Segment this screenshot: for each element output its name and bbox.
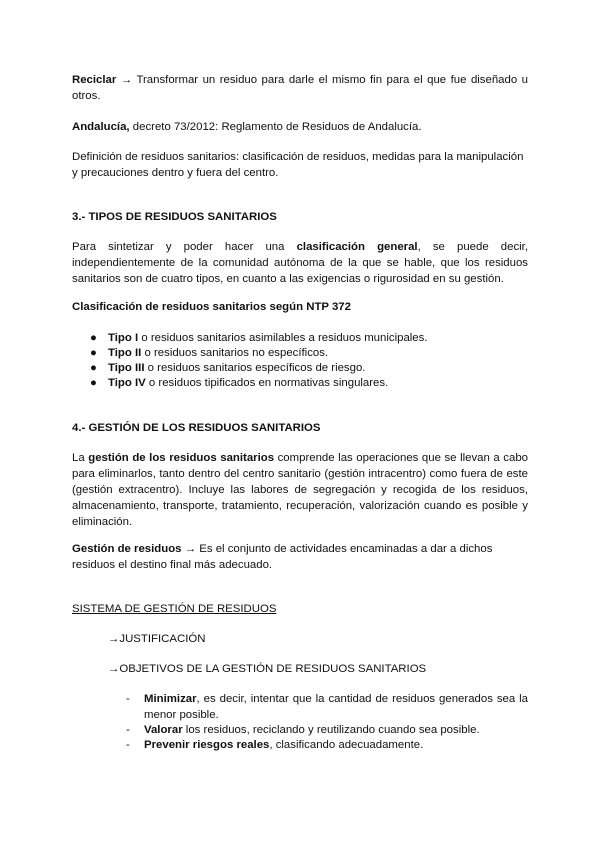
type-text: o residuos tipificados en normativas singulares.: [145, 377, 389, 389]
item-label: Valorar: [144, 724, 183, 736]
type-label: Tipo III: [108, 362, 145, 374]
type-text: o residuos sanitarios no específicos.: [141, 347, 329, 359]
type-label: Tipo II: [108, 347, 142, 359]
sistema-heading: SISTEMA DE GESTIÓN DE RESIDUOS: [72, 603, 277, 615]
arrow-glyph: →: [184, 543, 197, 555]
bullet-icon: ●: [90, 377, 97, 389]
andalucia-text: decreto 73/2012: Reglamento de Residuos de Andalucía.: [132, 121, 422, 133]
section-4-bold: gestión de los residuos sanitarios: [88, 452, 275, 464]
gestion-paragraph: [72, 541, 528, 573]
section-3-heading: 3.- TIPOS DE RESIDUOS SANITARIOS: [72, 211, 277, 223]
type-label: Tipo IV: [108, 377, 146, 389]
section-3-bold: clasificación general: [296, 241, 418, 253]
bullet-icon: ●: [90, 362, 97, 374]
item-text: los residuos, reciclando y reutilizando cuando sea posible.: [182, 724, 480, 736]
justificacion-line: →JUSTIFICACIÓN: [108, 633, 206, 645]
type-text: o residuos sanitarios asimilables a residuos municipales.: [138, 332, 428, 344]
section-3-paragraph: [72, 239, 528, 287]
section-3-text-b: , se puede decir, independientemente de la comunidad autónoma de la que se hable, que los residuos sanitarios son de cuatro tipos, en cuanto a las exigencias o rigurosidad en su gestión.: [72, 241, 528, 285]
dash-marker: -: [126, 724, 130, 736]
gestion-term: Gestión de residuos: [72, 543, 182, 555]
item-label: Prevenir riesgos reales: [144, 739, 270, 751]
reciclar-term: Reciclar: [72, 74, 117, 86]
type-text: o residuos sanitarios específicos de riesgo.: [144, 362, 366, 374]
andalucia-paragraph: [72, 119, 528, 135]
arrow-glyph: →: [120, 74, 133, 86]
type-label: Tipo I: [108, 332, 139, 344]
andalucia-term: Andalucía,: [72, 121, 130, 133]
section-4-heading: 4.- GESTIÓN DE LOS RESIDUOS SANITARIOS: [72, 422, 321, 434]
section-3-text-a: Para sintetizar y poder hacer una: [72, 241, 285, 253]
definicion-paragraph: Definición de residuos sanitarios: clasificación de residuos, medidas para la manipulación y precauciones dentro y fuera del centro.: [72, 151, 524, 179]
ntp-subheading: Clasificación de residuos sanitarios según NTP 372: [72, 301, 351, 313]
section-4-paragraph: [72, 450, 528, 530]
dash-marker: -: [126, 693, 130, 705]
reciclar-paragraph: [72, 72, 528, 104]
dash-marker: -: [126, 739, 130, 751]
bullet-icon: ●: [90, 332, 97, 344]
bullet-icon: ●: [90, 347, 97, 359]
item-text: , clasificando adecuadamente.: [269, 739, 424, 751]
gestion-text: Es el conjunto de actividades encaminadas a dar a dichos residuos el destino final más adecuado.: [72, 543, 493, 571]
reciclar-definition: Transformar un residuo para darle el mismo fin para el que fue diseñado u otros.: [72, 74, 528, 102]
item-text: , es decir, intentar que la cantidad de residuos generados sea la menor posible.: [144, 693, 528, 721]
section-4-text-a: La: [72, 452, 85, 464]
item-label: Minimizar: [144, 693, 197, 705]
objetivos-line: →OBJETIVOS DE LA GESTIÓN DE RESIDUOS SANITARIOS: [108, 663, 427, 675]
section-4-text-b: comprende las operaciones que se llevan a cabo para eliminarlos, tanto dentro del centro sanitario (gestión intracentro) como fuera de este (gestión extracentro). Incluye las labores de segregación y recogida de los residuos, almacenamiento, transporte, tratamiento, recuperación, valorización cuando es posible y eliminación.: [72, 452, 528, 528]
